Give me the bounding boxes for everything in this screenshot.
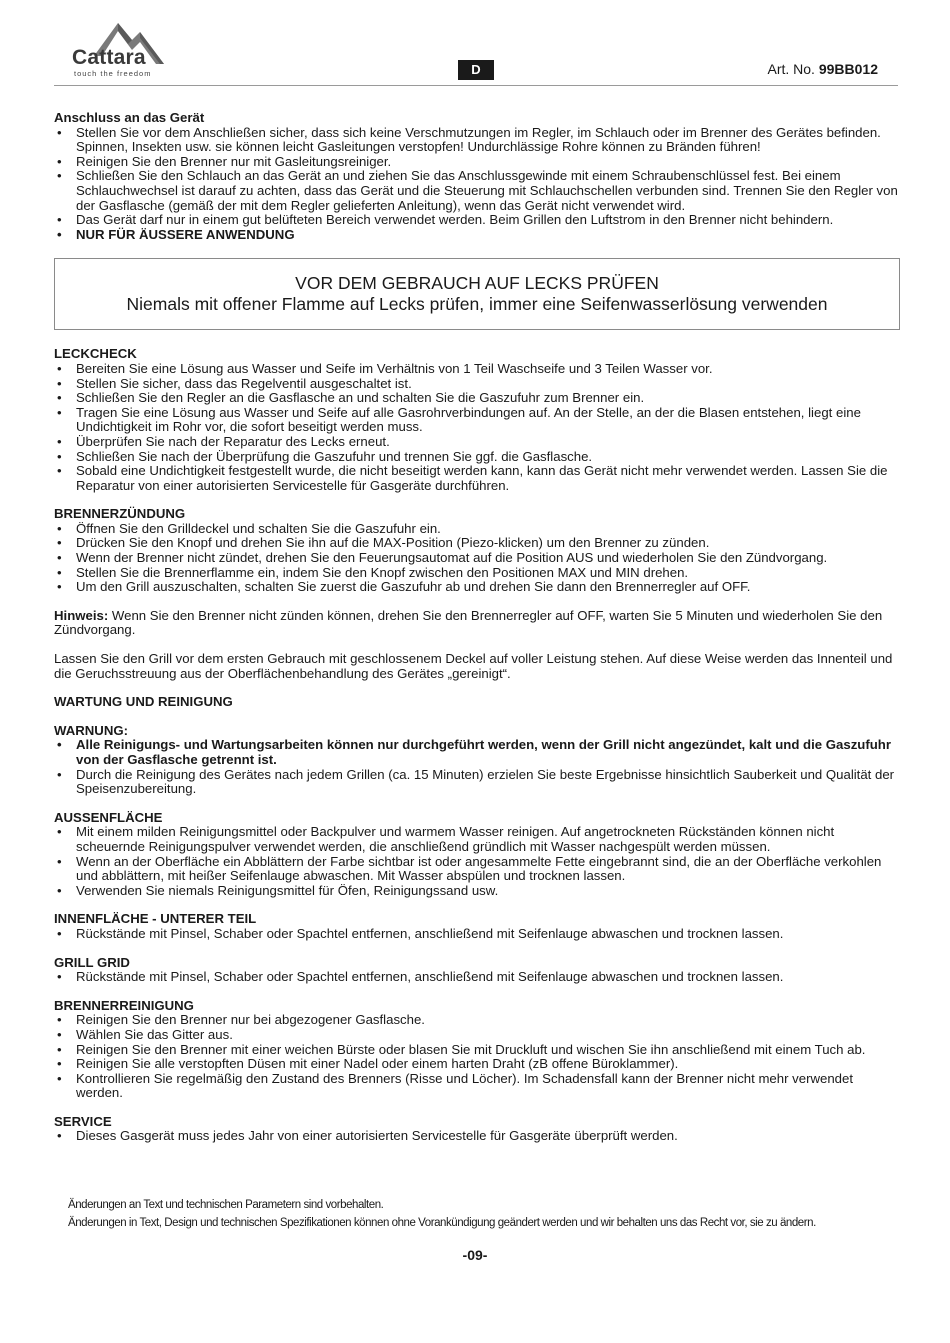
section-inner-surface xyxy=(54,912,900,941)
note-label: Hinweis: xyxy=(54,607,109,623)
section-title: GRILL GRID xyxy=(54,954,130,970)
list-item: • Reinigen Sie den Brenner mit einer weichen Bürste oder blasen Sie mit Druckluft und wischen Sie ihn anschließend mit einem Tuch ab. xyxy=(54,1043,900,1058)
list-item: • Kontrollieren Sie regelmäßig den Zustand des Brenners (Risse und Löcher). Im Schadensfall kann der Brenner nicht mehr verwendet werden. xyxy=(54,1072,900,1101)
section-title: INNENFLÄCHE - UNTERER TEIL xyxy=(54,911,257,927)
page-number: -09- xyxy=(462,1247,488,1263)
list-item: • Schließen Sie nach der Überprüfung die Gaszufuhr und trennen Sie ggf. die Gasflasche. xyxy=(54,450,900,465)
list-item: • Reinigen Sie den Brenner nur bei abgezogener Gasflasche. xyxy=(54,1013,900,1028)
list-item: • Rückstände mit Pinsel, Schaber oder Spachtel entfernen, anschließend mit Seifenlauge abwaschen und trocknen lassen. xyxy=(54,927,900,942)
leak-warning-box xyxy=(54,258,900,330)
list-item: • Das Gerät darf nur in einem gut belüfteten Bereich verwendet werden. Beim Grillen den Luftstrom in den Brenner nicht behindern. xyxy=(54,213,900,228)
list-item: • Dieses Gasgerät muss jedes Jahr von einer autorisierten Servicestelle für Gasgeräte überprüft werden. xyxy=(54,1129,900,1144)
list-item: • Schließen Sie den Schlauch an das Gerät an und ziehen Sie das Anschlussgewinde mit einem Schraubenschlüssel fest. Bei einem Schlauchwechsel ist darauf zu achten, dass das Gerät und die Steuerung mit Schlauchschellen verbunden sind. Trennen Sie den Regler von der Gasflasche (gemäß der mit dem Regler gelieferten Anleitung), wenn das Gerät nicht verwendet wird. xyxy=(54,169,900,213)
burnin-paragraph: Lassen Sie den Grill vor dem ersten Gebrauch mit geschlossenem Deckel auf voller Leistung stehen. Auf diese Weise werden das Innenteil und die Geruchsstreuung aus der Oberflächenbehandlung des Gerätes „gereinigt“. xyxy=(54,651,893,681)
warning-title: WARNUNG: xyxy=(54,722,128,738)
article-label: Art. No. xyxy=(767,61,815,77)
cattara-logo xyxy=(66,18,176,80)
footer-note: Änderungen in Text, Design und technischen Spezifikationen können ohne Vorankündigung geändert werden und wir behalten uns das Recht vor, sie zu ändern. xyxy=(68,1217,816,1229)
list-item: • Reinigen Sie den Brenner nur mit Gasleitungsreiniger. xyxy=(54,155,900,170)
section-title: SERVICE xyxy=(54,1113,112,1129)
list-item: • Verwenden Sie niemals Reinigungsmittel für Öfen, Reinigungssand usw. xyxy=(54,884,900,899)
list-item: • Bereiten Sie eine Lösung aus Wasser und Seife im Verhältnis von 1 Teil Waschseife und 3 Teilen Wasser vor. xyxy=(54,362,900,377)
section-leakcheck xyxy=(54,347,900,493)
footer-note: Änderungen an Text und technischen Parametern sind vorbehalten. xyxy=(68,1199,384,1211)
bullet-list xyxy=(54,126,900,243)
section-grill-grid xyxy=(54,956,900,985)
bullet-list xyxy=(54,362,900,493)
bullet-list xyxy=(54,970,900,985)
list-item: • Mit einem milden Reinigungsmittel oder Backpulver und warmem Wasser reinigen. Auf angetrockneten Rückständen können nicht scheuernde Reinigungspulver verwendet werden, die anschließend gründlich mit Wasser nachgespült werden müssen. xyxy=(54,825,900,854)
bullet-list xyxy=(54,825,900,898)
logo-wordmark: Cattara xyxy=(72,46,146,69)
logo-tagline: touch the freedom xyxy=(74,69,152,78)
section-title: AUSSENFLÄCHE xyxy=(54,809,163,825)
list-item: • Sobald eine Undichtigkeit festgestellt wurde, die nicht beseitigt werden kann, kann das Gerät nicht mehr verwendet werden. Lassen Sie die Reparatur von einer autorisierten Servicestelle für Gasgeräte durchführen. xyxy=(54,464,900,493)
list-item: • Um den Grill auszuschalten, schalten Sie zuerst die Gaszufuhr ab und drehen Sie dann den Brennerregler auf OFF. xyxy=(54,580,900,595)
list-item-outdoor: • NUR FÜR ÄUSSERE ANWENDUNG xyxy=(54,228,900,243)
list-item: • Wählen Sie das Gitter aus. xyxy=(54,1028,900,1043)
section-title: Anschluss an das Gerät xyxy=(54,110,205,125)
article-value: 99BB012 xyxy=(818,61,878,77)
list-item: • Reinigen Sie alle verstopften Düsen mit einer Nadel oder einem harten Draht (zB offene Büroklammer). xyxy=(54,1057,900,1072)
list-item: • Stellen Sie sicher, dass das Regelventil ausgeschaltet ist. xyxy=(54,377,900,392)
list-item: • Stellen Sie vor dem Anschließen sicher, dass sich keine Verschmutzungen im Regler, im Schlauch oder im Brenner des Gerätes befinden. Spinnen, Insekten usw. sie können leicht Gasleitungen verstopfen! Undurchlässige Rohre können zu Bränden führen! xyxy=(54,126,900,155)
list-item: • Wenn an der Oberfläche ein Abblättern der Farbe sichtbar ist oder angesammelte Fette eingebrannt sind, die an der Oberfläche verkohlen und abblättern, mit heißer Seifenlauge abwaschen. Mit Wasser abspülen und trocknen lassen. xyxy=(54,855,900,884)
list-item: • Tragen Sie eine Lösung aus Wasser und Seife auf alle Gasrohrverbindungen auf. An der Stelle, an der die Blasen entstehen, liegt eine Undichtigkeit im Rohr vor, die sofort beseitigt werden muss. xyxy=(54,406,900,435)
section-burner-cleaning xyxy=(54,999,900,1101)
bullet-list xyxy=(54,738,900,796)
language-badge: D xyxy=(458,60,494,80)
list-item: • Durch die Reinigung des Gerätes nach jedem Grillen (ca. 15 Minuten) erzielen Sie beste Ergebnisse hinsichtlich Sauberkeit und Qualität der Speisenzubereitung. xyxy=(54,768,900,797)
page-content xyxy=(54,111,900,1144)
footer-notes xyxy=(68,1196,816,1232)
list-item: • Schließen Sie den Regler an die Gasflasche an und schalten Sie die Gaszufuhr zum Brenner ein. xyxy=(54,391,900,406)
section-outer-surface xyxy=(54,811,900,899)
bullet-list xyxy=(54,522,900,595)
section-ignition xyxy=(54,507,900,681)
list-item: • Rückstände mit Pinsel, Schaber oder Spachtel entfernen, anschließend mit Seifenlauge abwaschen und trocknen lassen. xyxy=(54,970,900,985)
list-item: • Öffnen Sie den Grilldeckel und schalten Sie die Gaszufuhr ein. xyxy=(54,522,900,537)
bullet-list xyxy=(54,1129,900,1144)
list-item: • Drücken Sie den Knopf und drehen Sie ihn auf die MAX-Position (Piezo-klicken) um den Brenner zu zünden. xyxy=(54,536,900,551)
section-title: BRENNERZÜNDUNG xyxy=(54,506,186,522)
leak-warning-subtitle: Niemals mit offener Flamme auf Lecks prüfen, immer eine Seifenwasserlösung verwenden xyxy=(126,294,828,315)
article-number xyxy=(767,61,878,77)
note-paragraph xyxy=(54,609,900,638)
section-title: WARTUNG UND REINIGUNG xyxy=(54,694,233,710)
page-header xyxy=(0,0,950,90)
bullet-list xyxy=(54,1013,900,1101)
list-item: • Wenn der Brenner nicht zündet, drehen Sie den Feuerungsautomat auf die Position AUS und wiederholen Sie den Zündvorgang. xyxy=(54,551,900,566)
section-title: LECKCHECK xyxy=(54,346,137,362)
note-text: Wenn Sie den Brenner nicht zünden können, drehen Sie den Brennerregler auf OFF, warten Sie 5 Minuten und wiederholen Sie den Zündvorgang. xyxy=(54,607,883,638)
leak-warning-title: VOR DEM GEBRAUCH AUF LECKS PRÜFEN xyxy=(295,273,659,294)
bullet-list xyxy=(54,927,900,942)
section-service xyxy=(54,1115,900,1144)
section-maintenance xyxy=(54,695,900,797)
list-item: • Überprüfen Sie nach der Reparatur des Lecks erneut. xyxy=(54,435,900,450)
list-item: • Stellen Sie die Brennerflamme ein, indem Sie den Knopf zwischen den Positionen MAX und MIN drehen. xyxy=(54,566,900,581)
list-item-warning: • Alle Reinigungs- und Wartungsarbeiten können nur durchgeführt werden, wenn der Grill nicht angezündet, kalt und die Gaszufuhr von der Gasflasche getrennt ist. xyxy=(54,738,900,767)
header-divider xyxy=(54,85,898,86)
section-connection xyxy=(54,111,900,242)
section-title: BRENNERREINIGUNG xyxy=(54,997,194,1013)
